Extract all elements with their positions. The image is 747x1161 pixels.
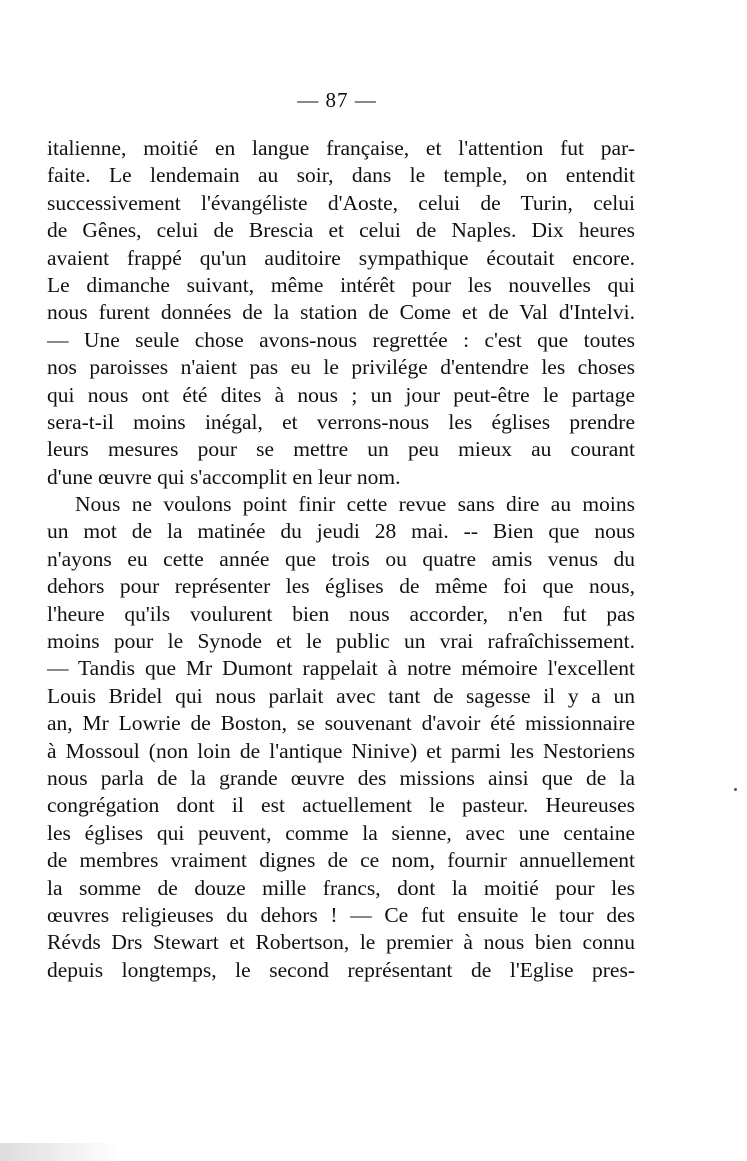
- text-line: leurs mesures pour se mettre un peu mieux au courant: [47, 437, 635, 462]
- text-line: sera-t-il moins inégal, et verrons-nous les églises prendre: [47, 409, 635, 434]
- text-line: dehors pour représenter les églises de même foi que nous,: [47, 574, 635, 599]
- text-line: Le dimanche suivant, même intérêt pour les nouvelles qui: [47, 272, 635, 297]
- text-line: nous furent données de la station de Come et de Val d'Intelvi.: [47, 300, 635, 325]
- text-line: avaient frappé qu'un auditoire sympathique écoutait encore.: [47, 245, 635, 270]
- text-line: nos paroisses n'aient pas eu le privilége d'entendre les choses: [47, 355, 635, 380]
- text-line: n'ayons eu cette année que trois ou quatre amis venus du: [47, 546, 635, 571]
- text-line: l'heure qu'ils voulurent bien nous accorder, n'en fut pas: [47, 601, 635, 626]
- text-line: faite. Le lendemain au soir, dans le temple, on entendit: [47, 163, 635, 188]
- page-number: — 87 —: [297, 88, 377, 112]
- text-line: d'une œuvre qui s'accomplit en leur nom.: [47, 464, 401, 489]
- text-line: de Gênes, celui de Brescia et celui de Naples. Dix heures: [47, 218, 635, 243]
- text-line: successivement l'évangéliste d'Aoste, celui de Turin, celui: [47, 190, 635, 215]
- text-line: les églises qui peuvent, comme la sienne, avec une centaine: [47, 820, 635, 845]
- text-line: depuis longtemps, le second représentant de l'Eglise pres-: [47, 957, 635, 982]
- text-line: — Tandis que Mr Dumont rappelait à notre mémoire l'excellent: [47, 656, 635, 681]
- text-line: de membres vraiment dignes de ce nom, fournir annuellement: [47, 848, 635, 873]
- text-line: la somme de douze mille francs, dont la moitié pour les: [47, 875, 635, 900]
- text-line: moins pour le Synode et le public un vrai rafraîchissement.: [47, 629, 635, 654]
- ink-speck: [734, 788, 737, 791]
- text-line: nous parla de la grande œuvre des missions ainsi que de la: [47, 765, 635, 790]
- text-line: un mot de la matinée du jeudi 28 mai. -- Bien que nous: [47, 519, 635, 544]
- text-line: qui nous ont été dites à nous ; un jour peut-être le partage: [47, 382, 635, 407]
- text-line: congrégation dont il est actuellement le pasteur. Heureuses: [47, 793, 635, 818]
- text-line: an, Mr Lowrie de Boston, se souvenant d'avoir été missionnaire: [47, 711, 635, 736]
- text-line: — Une seule chose avons-nous regrettée : c'est que toutes: [47, 327, 635, 352]
- text-line: œuvres religieuses du dehors ! — Ce fut ensuite le tour des: [47, 902, 635, 927]
- text-line: Révds Drs Stewart et Robertson, le premier à nous bien connu: [47, 930, 635, 955]
- text-line: Nous ne voulons point finir cette revue sans dire au moins: [75, 492, 635, 517]
- text-line: Louis Bridel qui nous parlait avec tant de sagesse il y a un: [47, 683, 635, 708]
- body-text: [47, 135, 635, 984]
- text-line: italienne, moitié en langue française, et l'attention fut par-: [47, 136, 635, 160]
- text-line: à Mossoul (non loin de l'antique Ninive) et parmi les Nestoriens: [47, 738, 635, 763]
- scan-smudge: [0, 1143, 120, 1161]
